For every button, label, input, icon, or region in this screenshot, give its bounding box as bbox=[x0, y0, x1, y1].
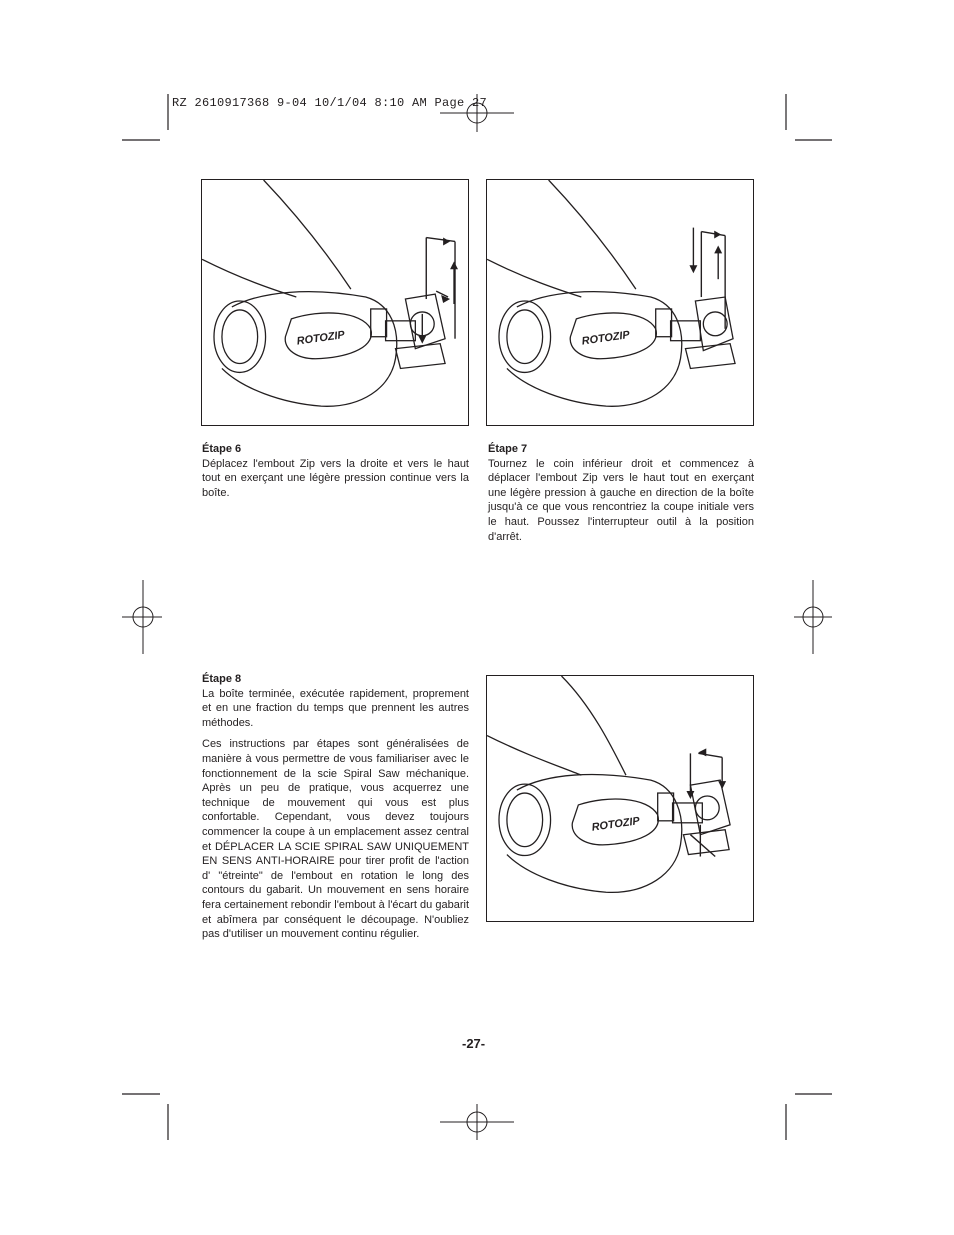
step7-text-block bbox=[488, 442, 754, 551]
registration-mark-bottom bbox=[440, 1104, 514, 1140]
step8-heading: Étape 8 bbox=[202, 673, 242, 685]
registration-mark-left bbox=[122, 580, 162, 654]
step6-heading: Étape 6 bbox=[202, 443, 242, 455]
registration-mark-top bbox=[440, 94, 514, 132]
registration-mark-right bbox=[794, 580, 832, 654]
step6-illustration bbox=[201, 179, 469, 426]
step8-text-block bbox=[202, 672, 469, 949]
brand-logo: ROTOZIP bbox=[581, 329, 631, 348]
brand-logo: ROTOZIP bbox=[296, 329, 346, 348]
page-number: -27- bbox=[462, 1036, 486, 1051]
step8-body-1: La boîte terminée, exécutée rapidement, proprement et en une fraction du temps que prennent les autres méthodes. bbox=[202, 687, 469, 729]
print-slug: RZ 2610917368 9-04 10/1/04 8:10 AM Page 27 bbox=[172, 96, 488, 110]
tool-drawing bbox=[487, 180, 753, 425]
step7-illustration bbox=[486, 179, 754, 426]
step7-body: Tournez le coin inférieur droit et commencez à déplacer l'embout Zip vers le haut tout en exerçant une légère pression à gauche en direction de la boîte jusqu'à ce que vous rencontriez la coupe initiale vers le haut. Poussez l'interrupteur outil à la position d'arrêt. bbox=[488, 457, 754, 543]
step6-body: Déplacez l'embout Zip vers la droite et vers le haut tout en exerçant une légère pression continue vers la boîte. bbox=[202, 457, 469, 499]
step7-heading: Étape 7 bbox=[488, 443, 528, 455]
tool-drawing bbox=[202, 180, 468, 425]
tool-drawing bbox=[487, 676, 753, 921]
step8-illustration bbox=[486, 675, 754, 922]
step8-body-2: Ces instructions par étapes sont généralisées de manière à vous permettre de vous familiariser avec le fonctionnement de la scie Spiral Saw méchanique. Après un peu de pratique, vous acquerrez une technique de mouvement qui vous est plus confortable. Cependant, vous devez toujours commencer la coupe à un emplacement assez central et DÉPLACER LA SCIE SPIRAL SAW UNIQUEMENT EN SENS ANTI-HORAIRE pour tirer profit de l'action d' "étreinte" de l'embout en rotation le long des contours du gabarit. Un mouvement en sens horaire fera certainement rebondir l'embout à l'écart du gabarit et abîmera par conséquent le découpage. N'oubliez pas d'utiliser un mouvement continu régulier. bbox=[202, 738, 469, 941]
step6-text-block bbox=[202, 442, 469, 507]
brand-logo: ROTOZIP bbox=[590, 815, 641, 834]
